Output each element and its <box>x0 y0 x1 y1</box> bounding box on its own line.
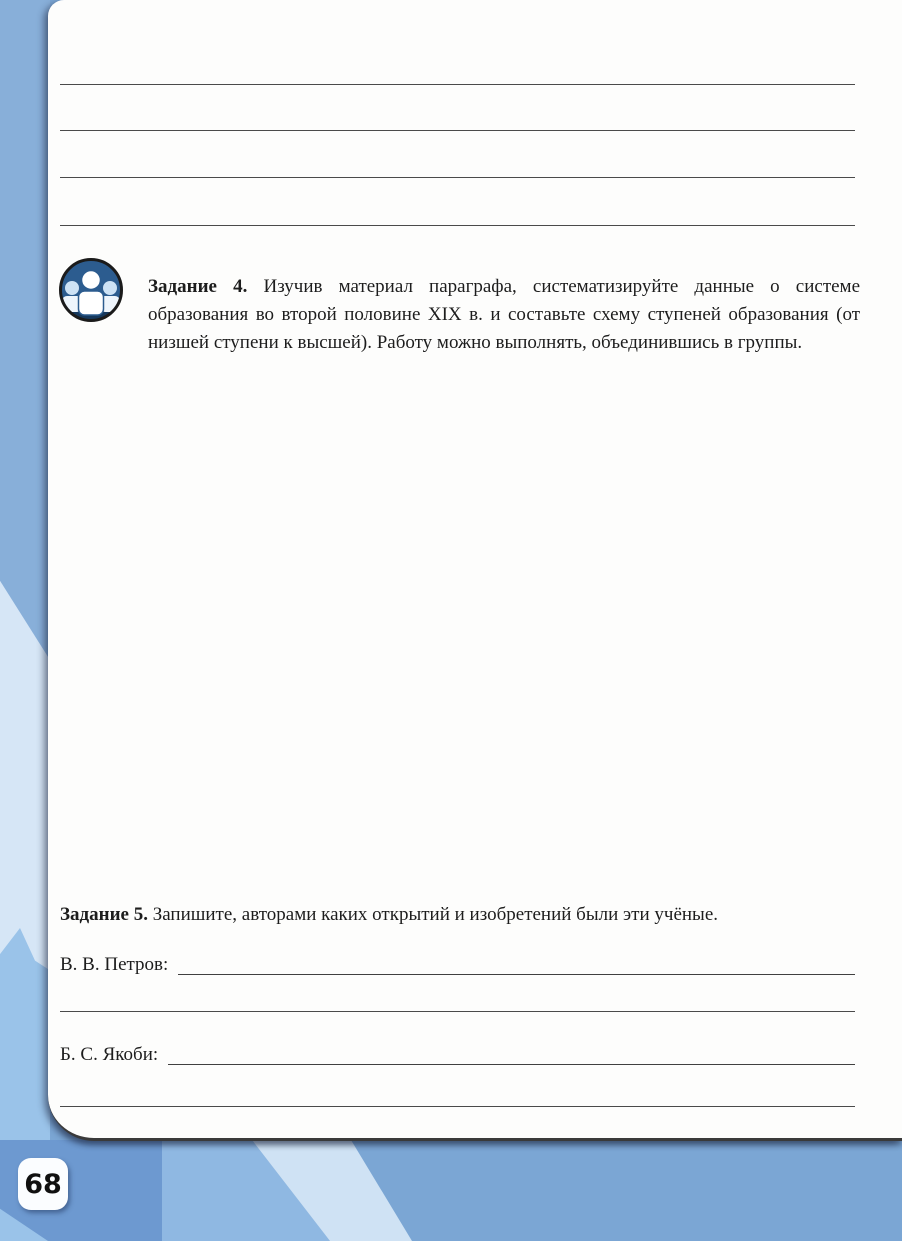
page-number: 68 <box>24 1168 62 1200</box>
left-margin-decoration <box>0 0 50 1241</box>
petrov-label: В. В. Петров: <box>60 954 169 975</box>
answer-line[interactable] <box>60 225 855 226</box>
task5-text: Запишите, авторами каких открытий и изобретений были эти учёные. <box>152 904 718 925</box>
page-number-badge <box>18 1158 68 1210</box>
task4-paragraph <box>148 273 860 357</box>
workbook-page <box>48 0 902 1141</box>
answer-line[interactable] <box>60 130 855 131</box>
yakobi-row <box>60 1042 855 1067</box>
left-margin-top-shape <box>0 0 50 660</box>
petrov-row <box>60 952 855 977</box>
task5-label: Задание 5. <box>60 904 148 925</box>
answer-line[interactable] <box>60 177 855 178</box>
task4-text: Изучив материал параграфа, систематизируйте данные о системе образования во второй половине XIX в. и составьте схему ступеней образования (от низшей ступени к высшей). Работу можно выполнять, объединившись в группы. <box>148 276 861 353</box>
yakobi-label: Б. С. Якоби: <box>60 1044 159 1065</box>
answer-line-petrov[interactable] <box>178 974 855 975</box>
answer-line[interactable] <box>60 1106 855 1107</box>
answer-line[interactable] <box>60 1011 855 1012</box>
task5-paragraph <box>60 901 860 929</box>
answer-line[interactable] <box>60 84 855 85</box>
bottom-band-decoration <box>0 1140 902 1241</box>
group-people-icon <box>58 257 124 323</box>
task4-label: Задание 4. <box>148 276 248 297</box>
answer-line-yakobi[interactable] <box>168 1064 855 1065</box>
